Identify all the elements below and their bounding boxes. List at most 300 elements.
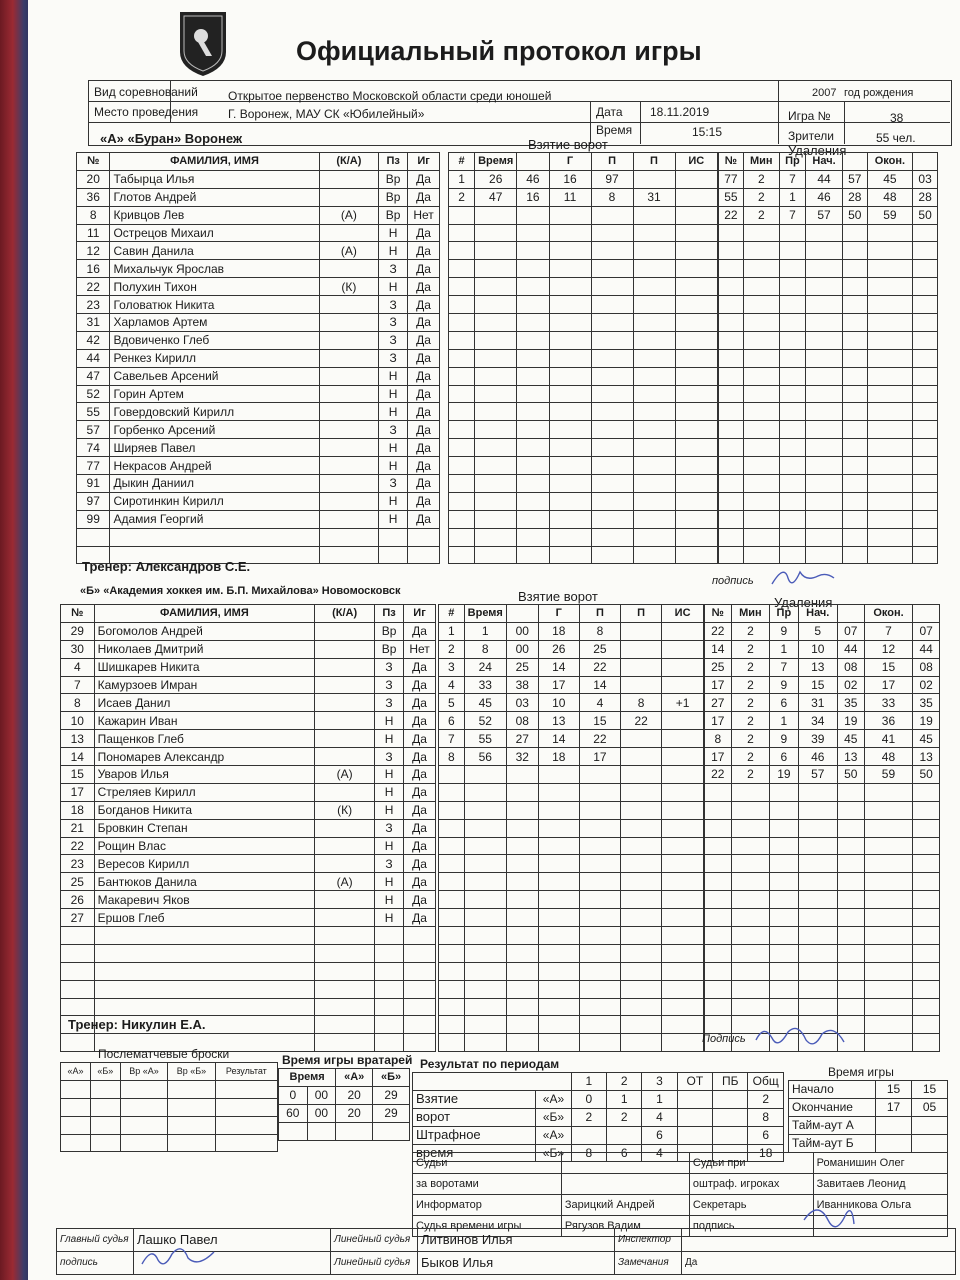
goals-cell xyxy=(506,766,538,784)
goals-cell xyxy=(675,349,718,367)
roster-cell: З xyxy=(379,260,408,278)
roster-cell: (А) xyxy=(315,873,375,891)
goals-cell xyxy=(506,891,538,909)
penalty-cell xyxy=(719,331,744,349)
penalty-cell: 17 xyxy=(705,676,732,694)
shootout-cell xyxy=(215,1134,277,1152)
table-row xyxy=(439,927,704,945)
goals-cell xyxy=(591,439,633,457)
roster-cell: Да xyxy=(404,891,436,909)
goals-cell xyxy=(538,819,579,837)
shootout-cell xyxy=(120,1098,168,1116)
roster-cell: Н xyxy=(379,224,408,242)
goals-cell xyxy=(662,944,704,962)
roster-cell: Дыкин Даниил xyxy=(110,475,319,493)
goals-cell xyxy=(517,439,549,457)
penalty-cell xyxy=(806,242,843,260)
roster-header-cell: Пз xyxy=(375,605,404,623)
roster-header-cell: Иг xyxy=(408,153,440,171)
penalty-cell xyxy=(806,224,843,242)
penalty-cell: 7 xyxy=(770,658,798,676)
shootout-header-cell: Результат xyxy=(215,1063,277,1081)
roster-cell xyxy=(319,224,379,242)
table-row xyxy=(705,927,940,945)
penalty-cell: 17 xyxy=(864,676,913,694)
roster-cell: (А) xyxy=(315,766,375,784)
penalty-cell xyxy=(770,891,798,909)
penalty-cell xyxy=(864,1016,913,1034)
penalty-cell: 19 xyxy=(770,766,798,784)
game-time-label: Тайм-аут Б xyxy=(789,1134,876,1152)
roster-cell: Н xyxy=(379,242,408,260)
table-row xyxy=(439,909,704,927)
period-cell xyxy=(677,1090,712,1108)
roster-cell: Да xyxy=(404,622,436,640)
goals-cell xyxy=(506,927,538,945)
roster-cell: Вр xyxy=(379,188,408,206)
penalty-cell xyxy=(806,278,843,296)
penalties-header-cell: № xyxy=(705,605,732,623)
shootout-cell xyxy=(61,1116,91,1134)
roster-cell: 23 xyxy=(77,296,110,314)
penalties-header-cell: Окон. xyxy=(864,605,913,623)
goals-cell xyxy=(449,528,475,546)
penalty-cell: 55 xyxy=(719,188,744,206)
team-a-signature-label: подпись xyxy=(712,575,754,587)
linesman-2: Быков Илья xyxy=(418,1252,615,1275)
roster-cell xyxy=(315,1016,375,1034)
official-cell: Зарицкий Андрей xyxy=(561,1195,689,1216)
penalty-cell xyxy=(779,349,805,367)
goals-cell xyxy=(549,403,591,421)
penalty-cell xyxy=(842,421,867,439)
roster-cell: Да xyxy=(408,510,440,528)
shootout-header-cell: Вр «А» xyxy=(120,1063,168,1081)
goals-cell: 8 xyxy=(591,188,633,206)
roster-cell xyxy=(379,546,408,564)
goals-cell xyxy=(633,475,675,493)
gk-cell: 29 xyxy=(373,1086,410,1104)
goals-cell xyxy=(633,206,675,224)
penalty-cell xyxy=(913,909,940,927)
goals-cell xyxy=(633,457,675,475)
goals-cell xyxy=(538,944,579,962)
penalty-cell xyxy=(913,331,938,349)
table-row xyxy=(61,748,436,766)
roster-cell: Стреляев Кирилл xyxy=(94,783,315,801)
table-row xyxy=(439,944,704,962)
roster-cell: Н xyxy=(375,873,404,891)
penalty-cell xyxy=(842,546,867,564)
roster-cell xyxy=(315,676,375,694)
period-team-label: «Б» xyxy=(536,1144,571,1162)
penalty-cell: 44 xyxy=(806,170,843,188)
table-row xyxy=(705,766,940,784)
penalty-cell xyxy=(743,492,779,510)
roster-cell: Кривцов Лев xyxy=(110,206,319,224)
penalty-cell: 9 xyxy=(770,622,798,640)
penalty-cell xyxy=(743,260,779,278)
roster-cell: 36 xyxy=(77,188,110,206)
roster-cell xyxy=(404,998,436,1016)
penalty-cell xyxy=(842,349,867,367)
goals-cell xyxy=(621,927,662,945)
team_b-roster-table xyxy=(60,604,436,1052)
official-cell: Завитаев Леонид xyxy=(813,1174,947,1195)
game-time-cell: 15 xyxy=(912,1081,948,1099)
roster-cell: Николаев Дмитрий xyxy=(94,640,315,658)
table-row xyxy=(449,421,718,439)
penalty-cell xyxy=(867,475,912,493)
shootout-cell xyxy=(168,1134,215,1152)
roster-cell: Нет xyxy=(408,206,440,224)
roster-cell: Да xyxy=(404,694,436,712)
table-row xyxy=(719,457,938,475)
roster-cell: Уваров Илья xyxy=(94,766,315,784)
table-row xyxy=(449,475,718,493)
penalty-cell xyxy=(779,296,805,314)
goals-cell xyxy=(579,783,620,801)
goals-cell xyxy=(579,962,620,980)
goals-cell xyxy=(506,783,538,801)
penalty-cell xyxy=(743,439,779,457)
roster-cell xyxy=(375,1016,404,1034)
table-row xyxy=(77,367,440,385)
table-row xyxy=(449,331,718,349)
goals-cell xyxy=(579,837,620,855)
roster-cell xyxy=(375,944,404,962)
period-cell xyxy=(606,1126,641,1144)
gk-cell xyxy=(373,1122,410,1140)
penalty-cell xyxy=(867,385,912,403)
goals-cell: 14 xyxy=(538,730,579,748)
shootout-cell xyxy=(90,1116,120,1134)
penalty-cell: 57 xyxy=(806,206,843,224)
team-b-signature-label: Подпись xyxy=(702,1033,746,1045)
goals-cell xyxy=(475,314,517,332)
table-row xyxy=(61,1098,278,1116)
goals-cell xyxy=(439,962,465,980)
roster-cell: Н xyxy=(379,385,408,403)
table-row xyxy=(449,510,718,528)
linesman-label: Линейный судья xyxy=(331,1229,418,1252)
penalty-cell xyxy=(913,998,940,1016)
goals-header-row xyxy=(439,605,704,623)
goals-cell xyxy=(675,314,718,332)
penalty-cell xyxy=(864,819,913,837)
period-row-label: время xyxy=(413,1144,536,1162)
goals-cell: 26 xyxy=(475,170,517,188)
goals-cell xyxy=(439,891,465,909)
penalty-cell xyxy=(798,927,838,945)
roster-cell: З xyxy=(375,819,404,837)
penalty-cell xyxy=(842,224,867,242)
penalty-cell xyxy=(838,801,865,819)
roster-cell: Н xyxy=(379,403,408,421)
penalty-cell: 28 xyxy=(913,188,938,206)
table-row xyxy=(705,855,940,873)
table-row xyxy=(719,367,938,385)
roster-cell xyxy=(110,528,319,546)
roster-cell: Головатюк Никита xyxy=(110,296,319,314)
goals-cell xyxy=(517,385,549,403)
penalty-cell xyxy=(743,296,779,314)
table-row xyxy=(439,962,704,980)
team_b-goals-title: Взятие ворот xyxy=(518,589,598,604)
penalties-header-cell: Мин xyxy=(743,153,779,171)
hockey-club-logo-icon xyxy=(174,6,232,78)
roster-cell xyxy=(315,622,375,640)
roster-cell: З xyxy=(375,694,404,712)
penalty-cell xyxy=(806,510,843,528)
official-cell: Секретарь xyxy=(689,1195,813,1216)
penalty-cell xyxy=(867,492,912,510)
period-team-label: «Б» xyxy=(536,1108,571,1126)
goals-cell xyxy=(633,367,675,385)
goals-cell xyxy=(449,224,475,242)
penalty-cell xyxy=(842,385,867,403)
penalty-cell xyxy=(867,314,912,332)
period-cell: 6 xyxy=(642,1126,677,1144)
table-row xyxy=(413,1174,948,1195)
roster-cell: Табырца Илья xyxy=(110,170,319,188)
roster-header-cell: (К/А) xyxy=(319,153,379,171)
penalty-cell xyxy=(743,367,779,385)
table-row xyxy=(719,421,938,439)
penalty-cell: 19 xyxy=(913,712,940,730)
penalties-header-cell xyxy=(838,605,865,623)
table-row xyxy=(279,1104,410,1122)
goals-cell xyxy=(591,242,633,260)
roster-cell: Да xyxy=(408,457,440,475)
goals-cell xyxy=(517,296,549,314)
period-header-cell: ПБ xyxy=(713,1073,748,1091)
roster-cell: З xyxy=(379,349,408,367)
secretary-signature xyxy=(798,1200,858,1240)
period-cell: 6 xyxy=(606,1144,641,1162)
goals-cell xyxy=(506,873,538,891)
goals-header-cell: Г xyxy=(549,153,591,171)
penalty-cell xyxy=(705,891,732,909)
goals-cell xyxy=(621,748,662,766)
penalty-cell xyxy=(842,260,867,278)
goals-header-cell: П xyxy=(579,605,620,623)
goals-cell xyxy=(675,331,718,349)
goals-cell xyxy=(621,962,662,980)
goals-cell xyxy=(517,546,549,564)
team-a-coach-signature xyxy=(768,562,838,592)
penalty-cell: 1 xyxy=(770,640,798,658)
roster-cell: Рощин Влас xyxy=(94,837,315,855)
goals-cell xyxy=(591,278,633,296)
table-row xyxy=(719,224,938,242)
table-row xyxy=(719,188,938,206)
roster-cell xyxy=(315,694,375,712)
penalty-cell xyxy=(705,873,732,891)
roster-header-row xyxy=(61,605,436,623)
goals-cell: 22 xyxy=(579,730,620,748)
goals-cell xyxy=(633,528,675,546)
penalty-cell xyxy=(913,837,940,855)
penalty-cell xyxy=(779,403,805,421)
penalty-cell xyxy=(864,855,913,873)
penalty-cell xyxy=(779,278,805,296)
gk-cell: 29 xyxy=(373,1104,410,1122)
goals-cell: 17 xyxy=(579,748,620,766)
penalty-cell xyxy=(779,510,805,528)
penalty-cell xyxy=(806,492,843,510)
goals-cell xyxy=(621,676,662,694)
period-cell: 2 xyxy=(571,1108,606,1126)
penalty-cell xyxy=(731,783,770,801)
penalty-cell xyxy=(779,439,805,457)
penalties-header-cell: Пр xyxy=(770,605,798,623)
roster-header-cell: № xyxy=(61,605,95,623)
goals-cell: 2 xyxy=(439,640,465,658)
penalty-cell xyxy=(838,891,865,909)
penalty-cell: 28 xyxy=(842,188,867,206)
penalty-cell xyxy=(743,457,779,475)
goals-cell xyxy=(549,278,591,296)
penalty-cell: 02 xyxy=(838,676,865,694)
penalty-cell xyxy=(806,349,843,367)
table-row xyxy=(705,944,940,962)
goals-header-cell: Время xyxy=(464,605,506,623)
roster-cell: 22 xyxy=(61,837,95,855)
penalty-cell xyxy=(705,1016,732,1034)
goals-cell xyxy=(662,891,704,909)
penalty-cell xyxy=(806,475,843,493)
penalty-cell xyxy=(770,783,798,801)
goals-cell: 55 xyxy=(464,730,506,748)
goals-cell xyxy=(633,439,675,457)
roster-cell xyxy=(404,927,436,945)
penalty-cell xyxy=(770,998,798,1016)
goals-cell xyxy=(449,260,475,278)
goals-cell xyxy=(506,1016,538,1034)
goals-cell xyxy=(633,170,675,188)
goals-cell xyxy=(549,367,591,385)
period-team-label: «А» xyxy=(536,1090,571,1108)
table-row xyxy=(449,242,718,260)
penalty-cell xyxy=(719,421,744,439)
penalty-cell xyxy=(913,492,938,510)
roster-cell xyxy=(315,980,375,998)
goals-cell xyxy=(591,296,633,314)
penalty-cell xyxy=(867,439,912,457)
roster-cell: Михальчук Ярослав xyxy=(110,260,319,278)
penalty-cell xyxy=(838,980,865,998)
shootout-table xyxy=(60,1062,278,1152)
roster-cell: З xyxy=(379,475,408,493)
table-row xyxy=(705,676,940,694)
goals-cell xyxy=(449,278,475,296)
roster-cell: (А) xyxy=(319,206,379,224)
goals-cell: 1 xyxy=(439,622,465,640)
penalty-cell xyxy=(867,403,912,421)
goals-cell xyxy=(621,640,662,658)
roster-cell: 31 xyxy=(77,314,110,332)
goals-cell: 8 xyxy=(439,748,465,766)
venue-label: Место проведения xyxy=(94,105,199,119)
penalty-cell xyxy=(842,510,867,528)
penalty-cell xyxy=(913,873,940,891)
roster-cell: Вр xyxy=(375,640,404,658)
goals-cell xyxy=(621,658,662,676)
penalty-cell xyxy=(731,998,770,1016)
roster-cell xyxy=(315,837,375,855)
goals-cell: 25 xyxy=(506,658,538,676)
penalty-cell: 50 xyxy=(913,206,938,224)
goals-cell xyxy=(538,766,579,784)
penalty-cell xyxy=(913,457,938,475)
roster-cell xyxy=(319,546,379,564)
penalty-cell xyxy=(719,224,744,242)
table-row xyxy=(77,224,440,242)
roster-cell: 29 xyxy=(61,622,95,640)
table-row xyxy=(77,296,440,314)
penalty-cell xyxy=(705,819,732,837)
roster-cell: Да xyxy=(408,492,440,510)
goals-cell xyxy=(517,349,549,367)
table-row xyxy=(61,766,436,784)
penalty-cell xyxy=(719,278,744,296)
roster-cell: 27 xyxy=(61,909,95,927)
penalty-cell xyxy=(842,457,867,475)
roster-cell xyxy=(404,1016,436,1034)
period-cell xyxy=(713,1126,748,1144)
penalty-cell xyxy=(731,962,770,980)
gk-header-cell: «А» xyxy=(336,1069,373,1087)
goals-cell xyxy=(662,748,704,766)
table-row xyxy=(77,278,440,296)
goals-header-cell: П xyxy=(633,153,675,171)
goals-header-cell xyxy=(506,605,538,623)
penalty-cell xyxy=(798,980,838,998)
goals-cell xyxy=(449,510,475,528)
roster-cell: Харламов Артем xyxy=(110,314,319,332)
goals-cell xyxy=(517,421,549,439)
goals-cell xyxy=(633,296,675,314)
official-cell xyxy=(561,1174,689,1195)
roster-cell: Да xyxy=(404,855,436,873)
table-row xyxy=(719,475,938,493)
roster-cell: Н xyxy=(375,891,404,909)
period-team-label: «А» xyxy=(536,1126,571,1144)
penalty-cell xyxy=(719,492,744,510)
table-row xyxy=(719,296,938,314)
penalty-cell xyxy=(913,783,940,801)
roster-cell: Кажарин Иван xyxy=(94,712,315,730)
goals-cell xyxy=(517,331,549,349)
roster-cell: Глотов Андрей xyxy=(110,188,319,206)
table-row xyxy=(449,439,718,457)
table-row xyxy=(77,403,440,421)
table-row xyxy=(705,658,940,676)
penalty-cell xyxy=(798,837,838,855)
goals-cell xyxy=(591,475,633,493)
shootout-cell xyxy=(168,1098,215,1116)
goals-cell xyxy=(475,331,517,349)
table-row xyxy=(61,819,436,837)
penalty-cell: 5 xyxy=(798,622,838,640)
shootout-cell xyxy=(215,1080,277,1098)
penalty-cell xyxy=(743,314,779,332)
goals-cell xyxy=(662,998,704,1016)
penalty-cell xyxy=(779,492,805,510)
penalty-cell xyxy=(842,475,867,493)
penalty-cell xyxy=(743,331,779,349)
